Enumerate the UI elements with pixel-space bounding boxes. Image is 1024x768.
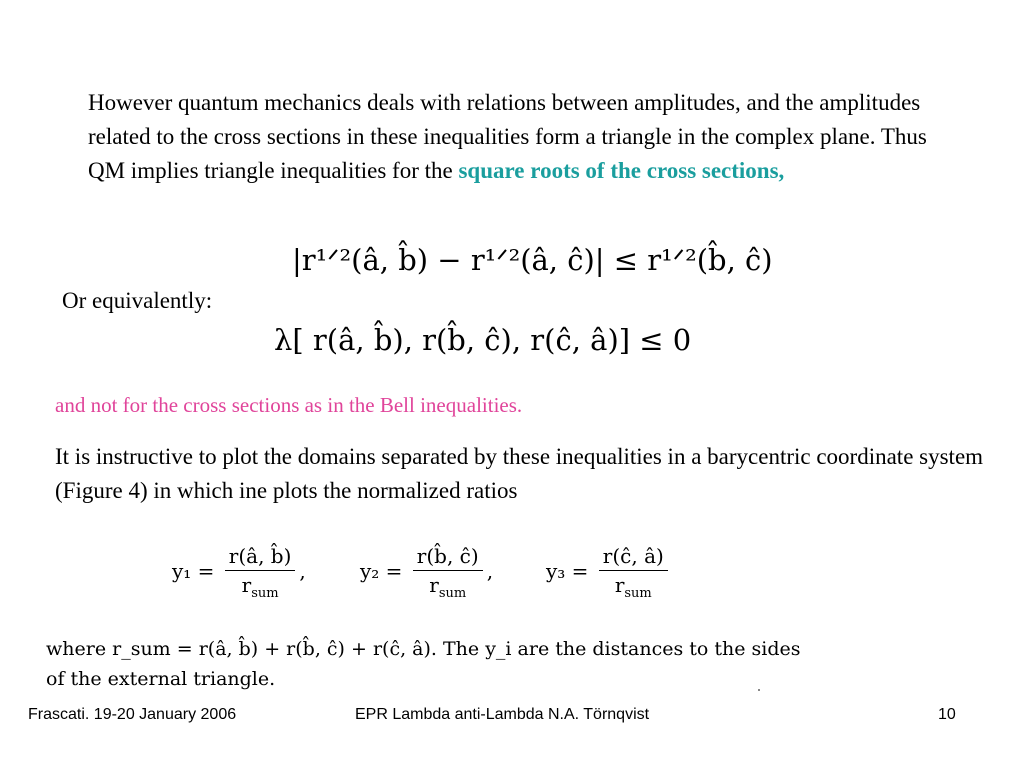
intro-text: However quantum mechanics deals with relations between amplitudes, and the amplitudes related to the cross sections in these inequalities form a triangle in the complex plane. Thus QM implies triangle inequalities for the <box>88 90 927 183</box>
ratio-y2-trail: , <box>486 559 494 583</box>
triangle-inequality-equation: |r¹ᐟ²(â, b̂) − r¹ᐟ²(â, ĉ)| ≤ r¹ᐟ²(b̂, ĉ) <box>292 243 773 277</box>
ratio-y2-fraction <box>413 544 483 601</box>
where-line-1: where r_sum = r(â, b̂) + r(b̂, ĉ) + r(ĉ, â). The y_i are the distances to the sides <box>46 638 801 660</box>
ratio-y1-fraction <box>225 544 296 601</box>
ratio-y2-numerator: r(b̂, ĉ) <box>413 544 483 571</box>
ratio-y3-denominator: $r_{sum}$ <box>614 573 652 601</box>
ratio-y2-denominator: $r_{sum}$ <box>429 573 467 601</box>
ratio-y3 <box>546 544 672 614</box>
ratio-y3-fraction <box>599 544 668 601</box>
bell-note: and not for the cross sections as in the Bell inequalities. <box>55 393 523 417</box>
ratio-y2 <box>360 544 493 614</box>
lambda-inequality-equation: λ[ r(â, b̂), r(b̂, ĉ), r(ĉ, â)] ≤ 0 <box>274 323 692 357</box>
footer-conference: Frascati. 19-20 January 2006 <box>28 706 237 723</box>
equivalently-label: Or equivalently: <box>62 288 213 313</box>
ratio-y3-lhs: y₃ = <box>546 559 589 583</box>
intro-highlight: square roots of the cross sections, <box>458 158 785 183</box>
where-line-2: of the external triangle. <box>46 668 276 690</box>
ratio-y3-numerator: r(ĉ, â) <box>599 544 668 571</box>
ratio-y1 <box>172 544 306 614</box>
ratio-y2-lhs: y₂ = <box>360 559 403 583</box>
ratio-y1-trail: , <box>299 559 306 583</box>
barycentric-paragraph: It is instructive to plot the domains separated by these inequalities in a barycentric coordinate system (Figure 4) in which ine plots the normalized ratios <box>55 444 984 503</box>
stray-dot <box>758 689 760 691</box>
footer-title-author: EPR Lambda anti-Lambda N.A. Törnqvist <box>355 706 650 723</box>
ratio-y1-numerator: r(â, b̂) <box>225 544 296 571</box>
footer-page-number: 10 <box>938 706 956 723</box>
ratio-y1-denominator: $r_{sum}$ <box>241 573 279 601</box>
ratio-y1-lhs: y₁ = <box>172 559 215 583</box>
intro-paragraph <box>88 86 968 188</box>
where-statement <box>46 634 806 694</box>
